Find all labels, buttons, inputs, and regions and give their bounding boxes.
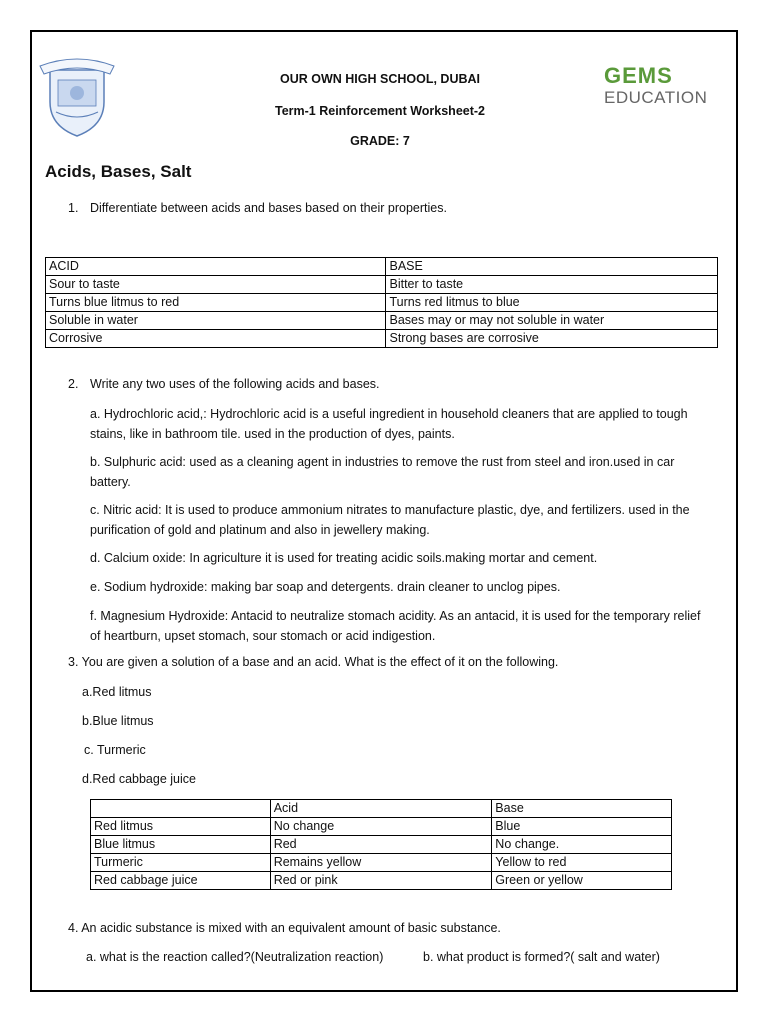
table-cell: Remains yellow bbox=[270, 854, 492, 872]
q2-number: 2. bbox=[68, 377, 79, 391]
q3-item: a.Red litmus bbox=[82, 685, 152, 699]
q2-item bbox=[90, 500, 690, 540]
q4-part-a: a. what is the reaction called?(Neutralization reaction) bbox=[86, 950, 384, 964]
q2-item bbox=[90, 577, 560, 597]
q2-item-line: e. Sodium hydroxide: making bar soap and detergents. drain cleaner to unclog pipes. bbox=[90, 580, 561, 594]
q2-item-line: d. Calcium oxide: In agriculture it is used for treating acidic soils.making mortar and cement. bbox=[90, 551, 598, 565]
q2-item-line: c. Nitric acid: It is used to produce ammonium nitrates to manufacture plastic, dye, and fertilizers. used in the bbox=[90, 503, 690, 517]
table-cell: Green or yellow bbox=[492, 872, 672, 890]
gems-logo-word: GEMS bbox=[604, 63, 673, 88]
table-cell: No change. bbox=[492, 836, 672, 854]
table-cell: Bitter to taste bbox=[386, 276, 718, 294]
table-cell: Blue litmus bbox=[91, 836, 271, 854]
table-cell: Strong bases are corrosive bbox=[386, 330, 718, 348]
table-cell: Soluble in water bbox=[46, 312, 386, 330]
table-row bbox=[46, 330, 718, 348]
table-row bbox=[91, 800, 672, 818]
table-cell: Red litmus bbox=[91, 818, 271, 836]
q1-number: 1. bbox=[68, 201, 79, 215]
q2-item-line: f. Magnesium Hydroxide: Antacid to neutralize stomach acidity. As an antacid, it is used for the temporary relief bbox=[90, 609, 701, 623]
table-row bbox=[46, 276, 718, 294]
q3-text: 3. You are given a solution of a base and an acid. What is the effect of it on the following. bbox=[68, 655, 559, 669]
table-row bbox=[91, 836, 672, 854]
q3-indicator-table bbox=[90, 799, 672, 890]
q2-item bbox=[90, 548, 597, 568]
q3-item: b.Blue litmus bbox=[82, 714, 154, 728]
school-name: OUR OWN HIGH SCHOOL, DUBAI bbox=[280, 72, 480, 86]
q2-item bbox=[90, 606, 700, 646]
page-title: Acids, Bases, Salt bbox=[45, 162, 192, 181]
grade-label: GRADE: 7 bbox=[350, 134, 410, 148]
table-cell: Sour to taste bbox=[46, 276, 386, 294]
table-cell: No change bbox=[270, 818, 492, 836]
table-cell: Blue bbox=[492, 818, 672, 836]
table-cell: ACID bbox=[46, 258, 386, 276]
table-cell: Bases may or may not soluble in water bbox=[386, 312, 718, 330]
table-row bbox=[46, 312, 718, 330]
q3-item: d.Red cabbage juice bbox=[82, 772, 196, 786]
q2-item-line: battery. bbox=[90, 475, 131, 489]
table-cell: Turns red litmus to blue bbox=[386, 294, 718, 312]
table-row bbox=[46, 294, 718, 312]
table-row bbox=[91, 854, 672, 872]
q2-text: Write any two uses of the following acids and bases. bbox=[90, 377, 380, 391]
table-row bbox=[91, 872, 672, 890]
table-cell bbox=[91, 800, 271, 818]
q2-item-line: purification of gold and platinum and also in jewellery making. bbox=[90, 523, 430, 537]
table-cell: Turns blue litmus to red bbox=[46, 294, 386, 312]
q2-item-line: b. Sulphuric acid: used as a cleaning agent in industries to remove the rust from steel and iron.used in car bbox=[90, 455, 675, 469]
table-cell: Yellow to red bbox=[492, 854, 672, 872]
q1-acid-base-table bbox=[45, 257, 718, 348]
table-row bbox=[46, 258, 718, 276]
table-row bbox=[91, 818, 672, 836]
q2-item-line: stains, like in bathroom tile. used in the production of dyes, paints. bbox=[90, 427, 455, 441]
q2-item bbox=[90, 452, 674, 492]
table-cell: Base bbox=[492, 800, 672, 818]
table-cell: Corrosive bbox=[46, 330, 386, 348]
q2-item-line: a. Hydrochloric acid,: Hydrochloric acid is a useful ingredient in household cleaners that are applied to tough bbox=[90, 407, 688, 421]
table-cell: Red bbox=[270, 836, 492, 854]
q3-item: c. Turmeric bbox=[84, 743, 146, 757]
school-logo bbox=[38, 52, 116, 138]
q4-part-b: b. what product is formed?( salt and water) bbox=[423, 950, 660, 964]
q2-item-line: of heartburn, upset stomach, sour stomach or acid indigestion. bbox=[90, 629, 436, 643]
worksheet-title: Term-1 Reinforcement Worksheet-2 bbox=[274, 104, 485, 118]
q2-item bbox=[90, 404, 688, 444]
table-cell: BASE bbox=[386, 258, 718, 276]
gems-logo-sub: EDUCATION bbox=[604, 88, 708, 107]
table-cell: Red cabbage juice bbox=[91, 872, 271, 890]
q4-text: 4. An acidic substance is mixed with an equivalent amount of basic substance. bbox=[68, 921, 501, 935]
table-cell: Red or pink bbox=[270, 872, 492, 890]
gems-education-logo bbox=[604, 63, 708, 120]
q1-text: Differentiate between acids and bases based on their properties. bbox=[90, 201, 447, 215]
table-cell: Turmeric bbox=[91, 854, 271, 872]
table-cell: Acid bbox=[270, 800, 492, 818]
